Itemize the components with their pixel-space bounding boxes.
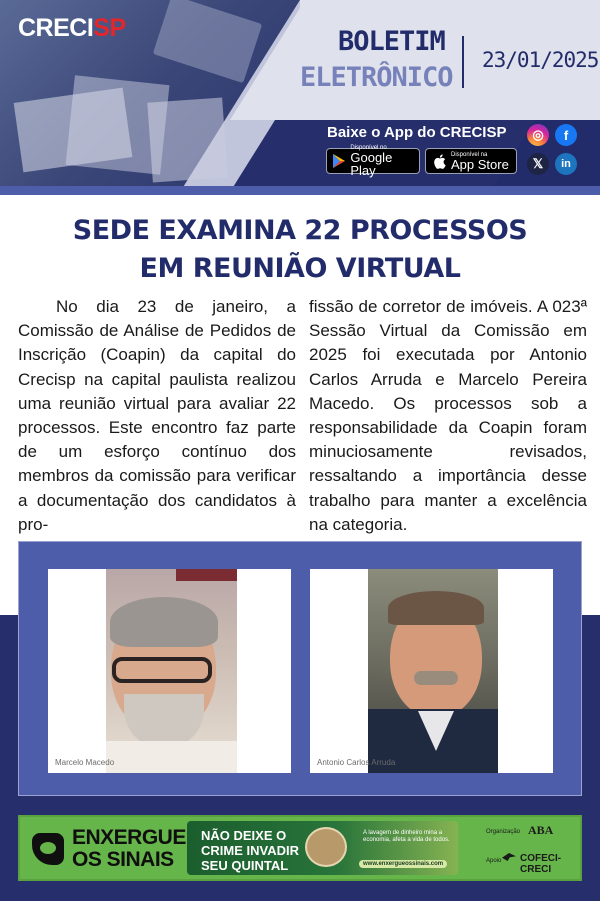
- google-play-label: Google Play: [350, 150, 393, 178]
- participant-name-2: Antonio Carlos Arruda: [317, 758, 396, 767]
- google-play-icon: [332, 153, 346, 169]
- enxergue-os-sinais-ad[interactable]: [18, 815, 582, 881]
- instagram-icon[interactable]: ◎: [527, 124, 549, 146]
- ad-title-1: ENXERGUE: [72, 826, 186, 849]
- participant-frame-1: [48, 569, 291, 773]
- ad-url[interactable]: www.enxergueossinais.com: [359, 860, 447, 868]
- headline-line-1: SEDE EXAMINA 22 PROCESSOS: [72, 215, 528, 246]
- facebook-icon[interactable]: f: [555, 124, 577, 146]
- meeting-photos-panel: [18, 541, 582, 796]
- boletim-title-block: [296, 22, 599, 102]
- google-play-small: Disponível no: [350, 145, 387, 151]
- aba-logo: ABA: [528, 823, 554, 837]
- app-store-label: App Store: [451, 156, 509, 172]
- ad-slogan: NÃO DEIXE O CRIME INVADIR SEU QUINTAL: [201, 828, 299, 873]
- boletim-title: BOLETIM: [338, 26, 445, 57]
- x-icon[interactable]: 𝕏: [527, 153, 549, 175]
- cofeci-logo: COFECI-CRECI: [520, 853, 562, 875]
- ad-campaign-box: [187, 821, 458, 875]
- headline-line-2: EM REUNIÃO VIRTUAL: [139, 253, 461, 284]
- article-headline: [0, 212, 600, 288]
- google-play-button[interactable]: [326, 145, 420, 178]
- header-banner: [0, 0, 600, 195]
- cofeci-bird-icon: [502, 853, 516, 861]
- ad-support-label: Apoio: [486, 858, 502, 864]
- eye-logo-icon: [32, 833, 64, 865]
- participant-frame-2: [310, 569, 553, 773]
- participant-name-1: Marcelo Macedo: [55, 758, 115, 767]
- app-store-small: Disponível na: [451, 151, 488, 158]
- article-column-left: No dia 23 de janeiro, a Comissão de Análise de Pedidos de Inscrição (Coapin) da capital do Crecisp na capital paulista realizou uma reunião virtual para avaliar 22 processos. Este encontro faz parte de um esforço contínuo dos membros da comissão para verificar a documentação dos candidatos à pro-: [18, 297, 296, 534]
- mascot-icon: [305, 827, 347, 867]
- linkedin-icon[interactable]: in: [555, 153, 577, 175]
- participant-video-1: [106, 569, 237, 773]
- ad-text: A lavagem de dinheiro mina a economia, afeta a vida de todos.: [363, 830, 450, 843]
- title-separator: [462, 36, 464, 88]
- crecisp-logo[interactable]: [18, 14, 126, 43]
- article-column-right: fissão de corretor de imóveis. A 023ª Sessão Virtual da Comissão em 2025 foi executada por Antonio Carlos Arruda e Marcelo Pereira Macedo. Os processos sob a responsabilidade da Coapin foram minuciosamente revisados, ressaltando a importância desse trabalho para manter a excelência na categoria.: [309, 297, 587, 534]
- participant-video-2: [368, 569, 498, 773]
- issue-date: 23/01/2025: [482, 48, 599, 72]
- ad-org-label: Organização: [486, 829, 521, 835]
- apple-icon: [431, 153, 447, 169]
- logo-text-a: CRECI: [18, 14, 94, 42]
- header-stripe: [0, 186, 600, 195]
- app-download-label: Baixe o App do CRECISP: [327, 124, 507, 141]
- logo-text-b: SP: [93, 14, 126, 42]
- ad-title-2: OS SINAIS: [72, 848, 174, 871]
- app-store-button[interactable]: [425, 148, 517, 174]
- boletim-subtitle: ELETRÔNICO: [300, 62, 453, 93]
